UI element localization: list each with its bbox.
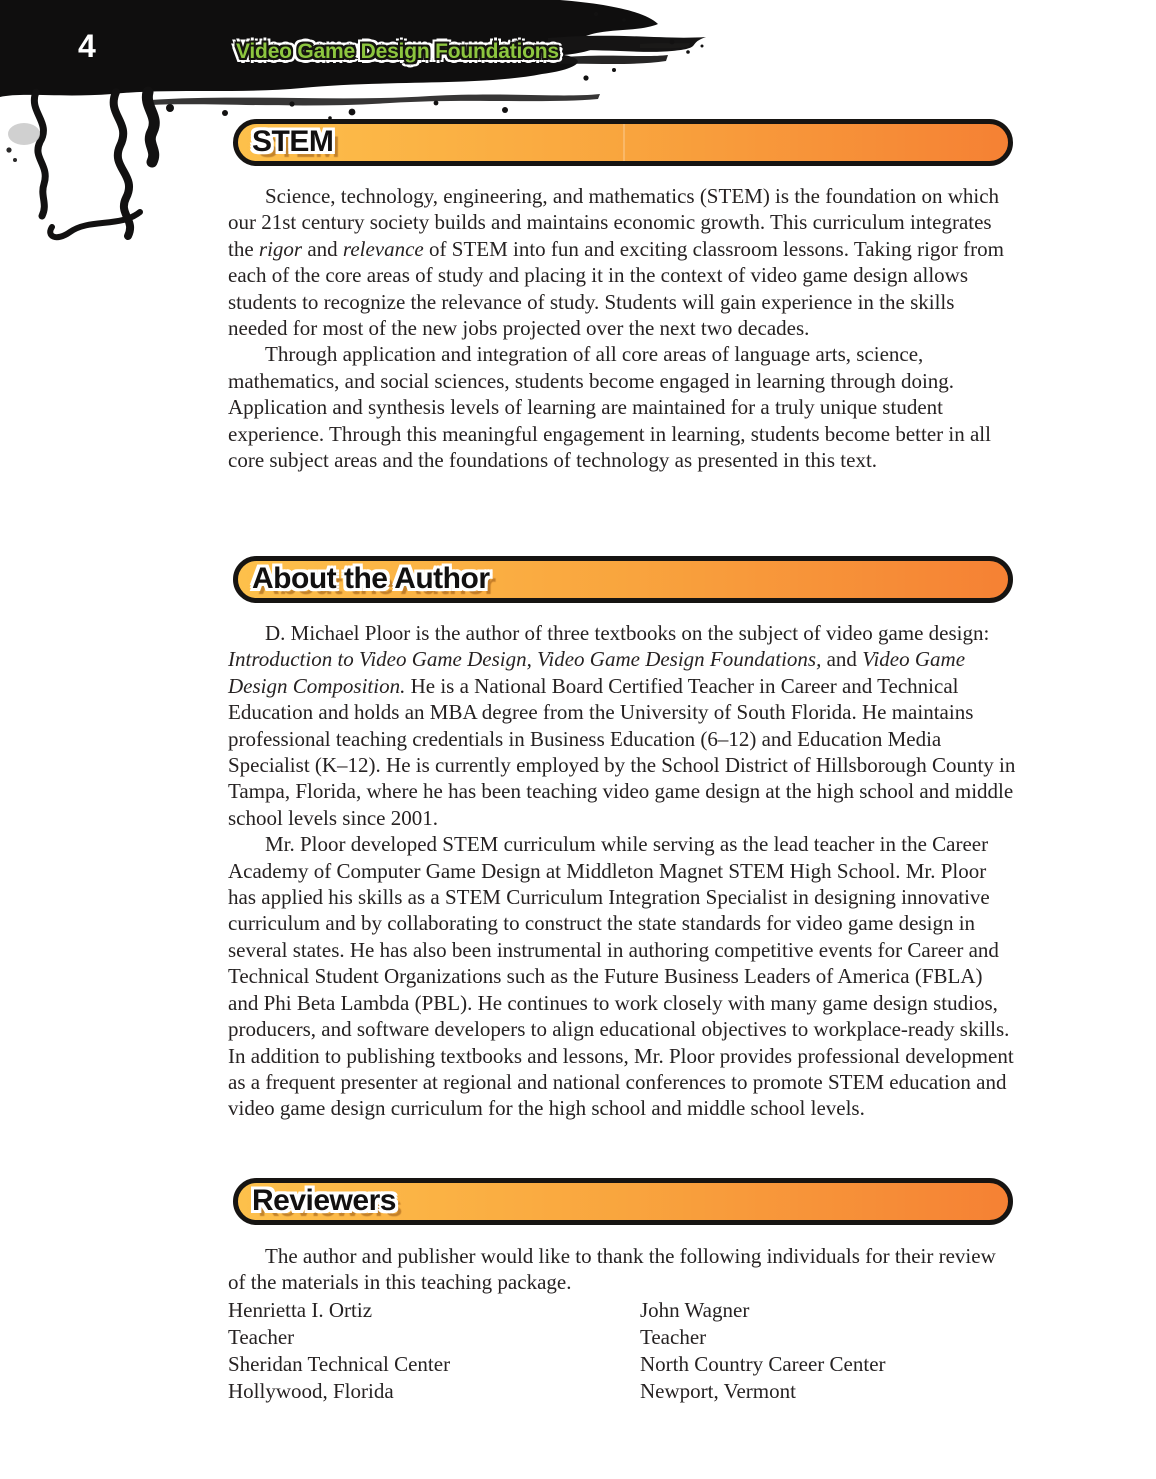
reviewer-title: Teacher [228, 1325, 295, 1349]
paragraph: D. Michael Ploor is the author of three textbooks on the subject of video game design: Introduction to Video Game Design, Video Game Design Foundations, and Video Game Design Composition. He is a National Board Certified Teacher in Career and Technical Education and holds an MBA degree from the University of South Florida. He maintains professional teaching credentials in Business Education (6–12) and Education Media Specialist (K–12). He is currently employed by the School District of Hillsborough County in Tampa, Florida, where he has been teaching video game design at the high school and middle school levels since 2001. [228, 621, 1016, 830]
section-header-stem [233, 119, 1013, 166]
reviewers-intro [228, 1243, 1016, 1296]
section-header-about-the-author [233, 556, 1013, 603]
reviewer-organization: Sheridan Technical Center [228, 1352, 451, 1376]
section-heading: About the Author [252, 561, 490, 595]
reviewer-location: Newport, Vermont [640, 1379, 796, 1403]
reviewer-card [228, 1297, 640, 1405]
reviewer-name: Henrietta I. Ortiz [228, 1298, 373, 1322]
paragraph: Mr. Ploor developed STEM curriculum while serving as the lead teacher in the Career Academy of Computer Game Design at Middleton Magnet STEM High School. Mr. Ploor has applied his skills as a STEM Curriculum Integration Specialist in designing innovative curriculum and by collaborating to construct the state standards for video game design in several states. He has also been instrumental in authoring competitive events for Career and Technical Student Organizations such as the Future Business Leaders of America (FBLA) and Phi Beta Lambda (PBL). He continues to work closely with many game design studios, producers, and software developers to align educational objectives to workplace-ready skills. In addition to publishing textbooks and lessons, Mr. Ploor provides professional development as a frequent presenter at regional and national conferences to promote STEM education and video game design curriculum for the high school and middle school levels. [228, 832, 1014, 1121]
section-heading: Reviewers [252, 1183, 396, 1217]
stem-paragraphs [228, 183, 1016, 473]
paragraph: Science, technology, engineering, and mathematics (STEM) is the foundation on which our 21st century society builds and maintains economic growth. This curriculum integrates the rigor and relevance of STEM into fun and exciting classroom lessons. Taking rigor from each of the core areas of study and placing it in the context of video game design allows students to recognize the relevance of study. Students will gain experience in the skills needed for most of the new jobs projected over the next two decades. [228, 184, 1004, 341]
reviewer-location: Hollywood, Florida [228, 1379, 394, 1403]
about-the-author-paragraphs [228, 620, 1016, 1122]
paragraph: Through application and integration of all core areas of language arts, science, mathematics, and social sciences, students become engaged in learning through doing. Application and synthesis levels of learning are maintained for a truly unique student experience. Through this meaningful engagement in learning, students become better in all core subject areas and the foundations of technology as presented in this text. [228, 342, 991, 473]
reviewers-list [228, 1297, 1024, 1405]
reviewer-card [640, 1297, 1024, 1405]
book-title: Video Game Design Foundations [236, 40, 559, 63]
section-heading: STEM [252, 124, 334, 158]
reviewer-organization: North Country Career Center [640, 1352, 886, 1376]
paragraph: The author and publisher would like to thank the following individuals for their review of the materials in this teaching package. [228, 1244, 996, 1295]
section-header-reviewers [233, 1178, 1013, 1225]
reviewer-title: Teacher [640, 1325, 707, 1349]
page-number: 4 [78, 28, 97, 64]
reviewer-name: John Wagner [640, 1298, 750, 1322]
